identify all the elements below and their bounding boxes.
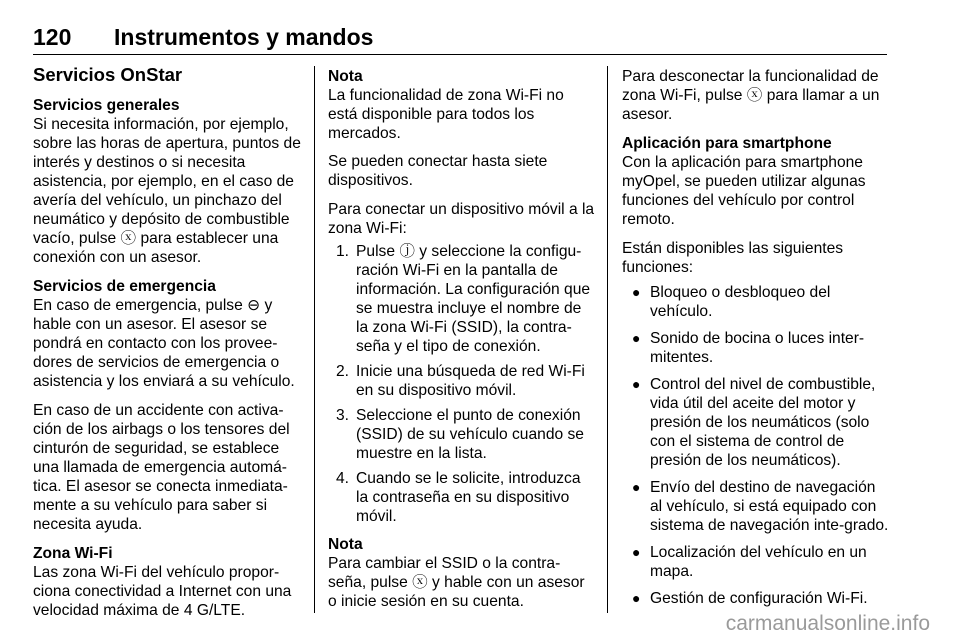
list-item: [328, 242, 596, 356]
general-services-text: Si necesita información, por ejemplo, sobre las horas de apertura, puntos de interés y destinos o si necesita asistencia, por ejemplo, en el caso de avería del vehículo, un pinchazo del neumático y depósito de combustible vacío, pulse ⓧ para establecer una conexión con un asesor.: [33, 116, 301, 266]
bullet-icon: ●: [632, 376, 641, 392]
step-number: 2.: [336, 363, 350, 380]
note-heading: Nota: [328, 68, 363, 85]
emergency-services-heading: Servicios de emergencia: [33, 278, 216, 295]
column-divider: [314, 66, 315, 613]
bullet-icon: ●: [632, 284, 641, 300]
column-3: [622, 67, 890, 616]
airbag-emergency-text: En caso de un accidente con activa-ción de los airbags o los tensores del cinturón de seguridad, se establece una llamada de emergencia automá-tica. El asesor se conecta inmediata-mente a su vehículo para saber si necesita ayuda.: [33, 402, 290, 533]
column-1: [33, 64, 308, 630]
page-number: 120: [33, 24, 72, 50]
bullet-icon: ●: [632, 330, 641, 346]
list-item: [328, 362, 596, 400]
disconnect-wifi-text: Para desconectar la funcionalidad de zona Wi-Fi, pulse ⓧ para llamar a un asesor.: [622, 68, 880, 123]
page-title: Instrumentos y mandos: [114, 24, 374, 50]
step-text: Pulse ⓙ y seleccione la configu-ración Wi-Fi en la pantalla de información. La configuración que se muestra incluye el nombre de la zona Wi-Fi (SSID), la contra-seña y el tipo de conexión.: [356, 243, 591, 355]
wifi-heading: Zona Wi-Fi: [33, 545, 113, 562]
emergency-services-text: En caso de emergencia, pulse ⊖ y hable con un asesor. El asesor se pondrá en contacto con los provee-dores de servicios de emergencia o asistencia y los enviará a su vehículo.: [33, 297, 295, 390]
note-body: La funcionalidad de zona Wi-Fi no está disponible para todos los mercados.: [328, 87, 564, 142]
step-text: Cuando se le solicite, introduzca la contraseña en su dispositivo móvil.: [356, 470, 581, 525]
list-item: [622, 543, 890, 581]
bullet-text: Gestión de configuración Wi-Fi.: [650, 590, 868, 607]
functions-intro-text: Están disponibles las siguientes funciones:: [622, 240, 844, 276]
bullet-text: Bloqueo o desbloqueo del vehículo.: [650, 284, 831, 320]
devices-text: Se pueden conectar hasta siete dispositivos.: [328, 153, 548, 189]
page-header: [33, 22, 887, 55]
list-item: [622, 283, 890, 321]
bullet-text: Localización del vehículo en un mapa.: [650, 544, 867, 580]
smartphone-app-text: Con la aplicación para smartphone myOpel, se pueden utilizar algunas funciones del vehículo por control remoto.: [622, 154, 866, 228]
list-item: [622, 329, 890, 367]
bullet-icon: ●: [632, 479, 641, 495]
list-item: [622, 478, 890, 535]
bullet-icon: ●: [632, 544, 641, 560]
section-title: Servicios OnStar: [33, 64, 183, 85]
connect-intro-text: Para conectar un dispositivo móvil a la zona Wi-Fi:: [328, 201, 595, 237]
watermark: carmanualsonline.info: [725, 612, 930, 635]
general-services-heading: Servicios generales: [33, 97, 180, 114]
connect-steps-list: [328, 242, 596, 526]
bullet-icon: ●: [632, 590, 641, 606]
functions-list: [622, 283, 890, 608]
step-text: Inicie una búsqueda de red Wi-Fi en su dispositivo móvil.: [356, 363, 585, 399]
list-item: [328, 406, 596, 463]
step-number: 1.: [336, 243, 350, 260]
bullet-text: Control del nivel de combustible, vida útil del aceite del motor y presión de los neumáticos (solo con el sistema de control de presión de los neumáticos).: [650, 376, 876, 469]
column-2: [328, 67, 596, 620]
smartphone-app-heading: Aplicación para smartphone: [622, 135, 832, 152]
bullet-text: Sonido de bocina o luces inter-mitentes.: [650, 330, 865, 366]
column-divider: [607, 66, 608, 613]
step-text: Seleccione el punto de conexión (SSID) de su vehículo cuando se muestre en la lista.: [356, 407, 584, 462]
list-item: [328, 469, 596, 526]
step-number: 3.: [336, 407, 350, 424]
list-item: [622, 589, 890, 608]
step-number: 4.: [336, 470, 350, 487]
bullet-text: Envío del destino de navegación al vehículo, si está equipado con sistema de navegación inte-grado.: [650, 479, 889, 534]
note-body: Para cambiar el SSID o la contra-seña, pulse ⓧ y hable con un asesor o inicie sesión en su cuenta.: [328, 555, 585, 610]
wifi-text: Las zona Wi-Fi del vehículo propor-ciona conectividad a Internet con una velocidad máxima de 4 G/LTE.: [33, 564, 292, 619]
note-heading: Nota: [328, 536, 363, 553]
list-item: [622, 375, 890, 470]
